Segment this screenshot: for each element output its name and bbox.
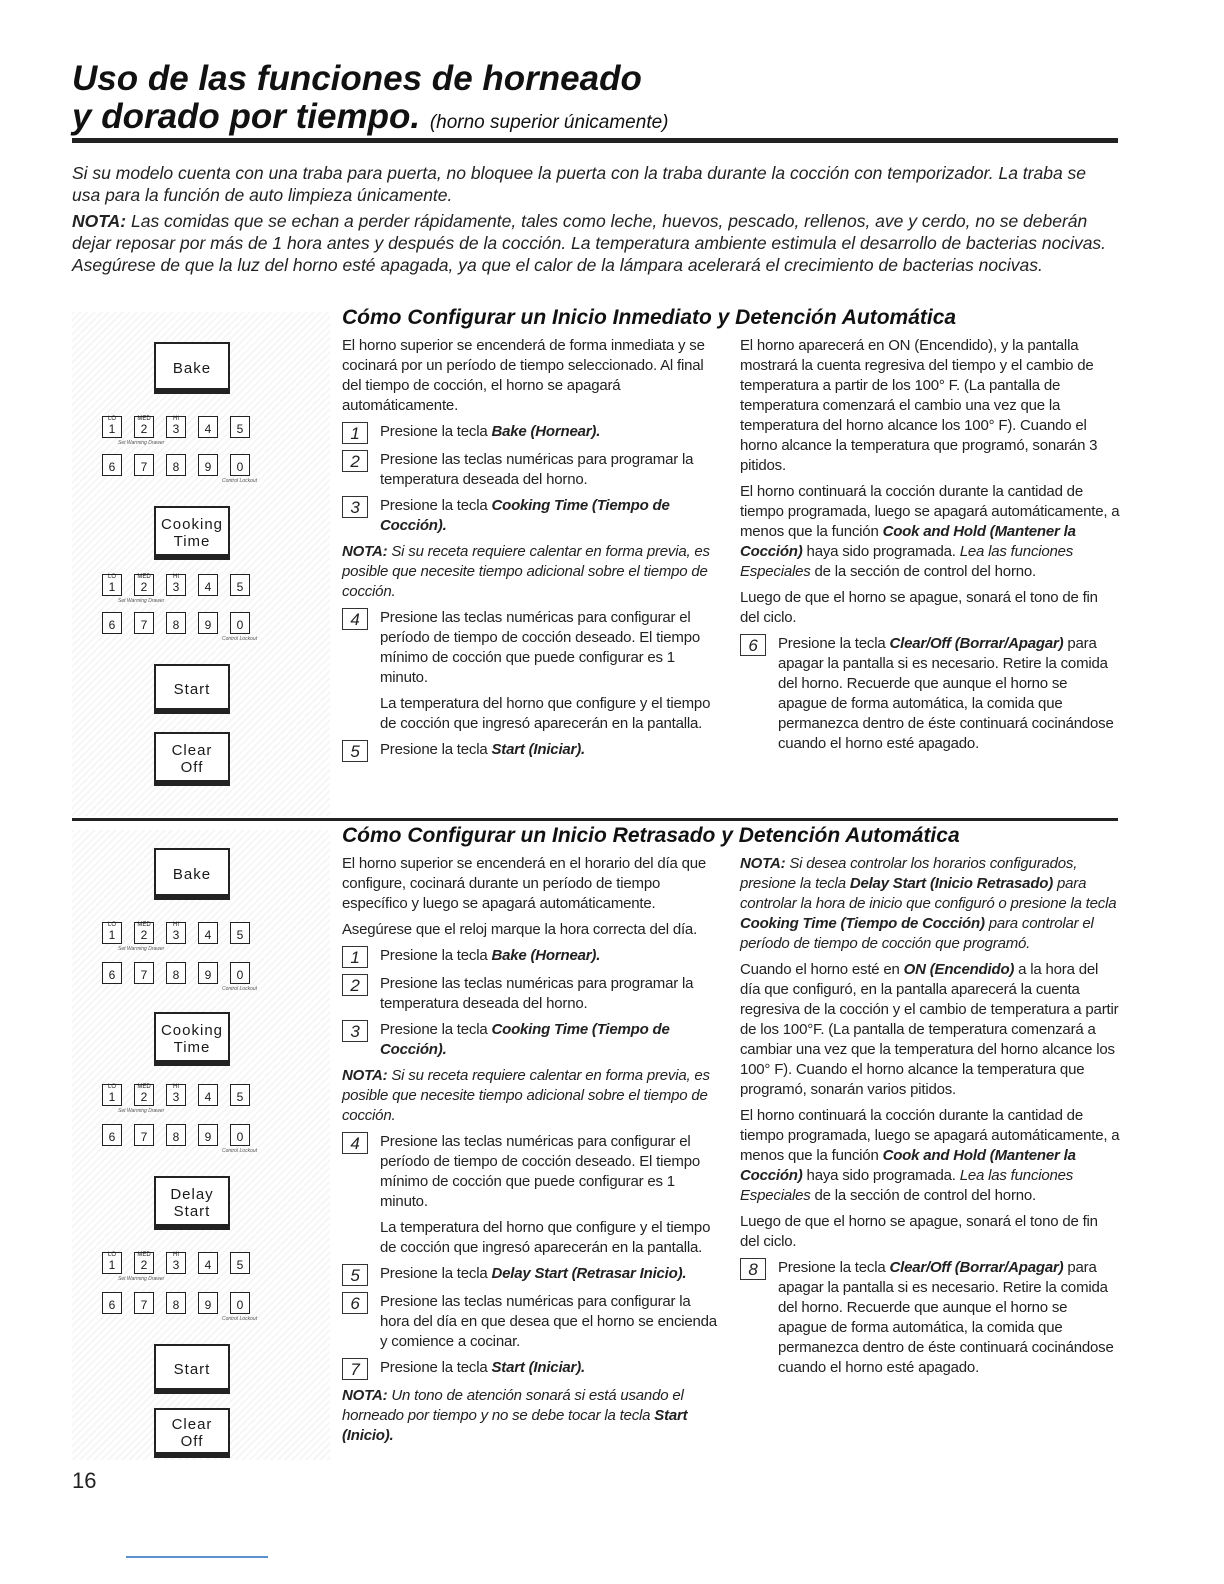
key-0[interactable] [230,1292,250,1314]
step-number: 2 [342,974,368,996]
key-med-label: MED [137,416,151,422]
section2-r1 [740,960,1120,1100]
number-row-a [102,416,250,438]
section1-step5 [342,740,720,762]
r1-key: ON (Encendido) [903,961,1015,978]
key-med-label: MED [137,922,151,928]
key-7-label: 7 [140,460,148,474]
key-2[interactable] [134,416,154,438]
off-label: Off [180,1433,204,1450]
section1-r3: Luego de que el horno se apague, sonará el tono de fin del ciclo. [740,589,1098,626]
step-text: Presione la tecla [380,1359,492,1376]
section1-right-column [740,336,1120,760]
key-hi-label: HI [173,922,179,928]
section2-step8 [740,1258,1120,1378]
section1-step6 [740,634,1120,754]
time-label: Time [173,533,211,550]
r2-text-b: haya sido programada. [802,543,960,560]
key-1-label: 1 [108,1258,116,1272]
key-1-label: 1 [108,1090,116,1104]
key-1[interactable] [102,416,122,438]
key-8-label: 8 [172,460,180,474]
key-9[interactable] [198,1124,218,1146]
number-row-e [102,1252,250,1274]
section1-step4 [342,608,720,688]
step-text: Presione la tecla [380,1265,492,1282]
key-8-label: 8 [172,618,180,632]
key-3[interactable] [166,922,186,944]
number-row-c [102,1084,250,1106]
key-0-label: 0 [236,1130,244,1144]
control-lockout-label: Control Lockout [222,1148,258,1154]
nota-text: Si su receta requiere calentar en forma previa, es posible que necesite tiempo adicional sobre el tiempo de cocción. [342,543,710,600]
key-5[interactable] [230,1084,250,1106]
intro-nota-label: NOTA: [72,211,127,231]
key-6-label: 6 [108,1298,116,1312]
nota-text: Un tono de atención sonará si está usando el horneado por tiempo y no se debe tocar la tecla [342,1387,684,1424]
intro-nota [72,210,1118,276]
step-text: Presione las teclas numéricas para configurar el período de tiempo de cocción deseado. El tiempo mínimo de cocción que puede configurar es 1 minuto. [380,1133,700,1210]
key-3[interactable] [166,416,186,438]
cooking-time-key[interactable] [154,1012,230,1066]
section1-step3 [342,496,720,536]
key-0[interactable] [230,612,250,634]
key-8-label: 8 [172,1298,180,1312]
section1-r2 [740,482,1120,582]
bake-key-label: Bake [172,359,212,377]
step-number: 5 [342,1264,368,1286]
nota-label: NOTA: [342,1067,388,1084]
key-9-label: 9 [204,968,212,982]
section2-heading: Cómo Configurar un Inicio Retrasado y Detención Automática [342,824,960,847]
step-text: Presione las teclas numéricas para programar la temperatura deseada del horno. [380,451,694,488]
section2-r2 [740,1106,1120,1206]
r2-text-b: haya sido programada. [802,1167,960,1184]
section1-heading: Cómo Configurar un Inicio Inmediato y Detención Automática [342,306,957,329]
step-text: Presione la tecla [380,423,492,440]
r2-text-c: de la sección de control del horno. [810,563,1036,580]
key-7[interactable] [134,1292,154,1314]
key-9[interactable] [198,454,218,476]
key-5-label: 5 [236,580,244,594]
key-7[interactable] [134,962,154,984]
key-3-label: 3 [172,580,180,594]
bake-key[interactable] [154,848,230,900]
key-3[interactable] [166,1252,186,1274]
key-6[interactable] [102,454,122,476]
section2-nota [342,1066,720,1126]
key-7[interactable] [134,454,154,476]
step-key: Clear/Off (Borrar/Apagar) [889,1259,1064,1276]
key-2-label: 2 [140,928,148,942]
key-9[interactable] [198,612,218,634]
key-8[interactable] [166,1292,186,1314]
key-5[interactable] [230,922,250,944]
key-0-label: 0 [236,460,244,474]
step-key: Bake (Hornear). [491,947,601,964]
key-4[interactable] [198,574,218,596]
section1-step4-note: La temperatura del horno que configure y el tiempo de cocción que ingresó aparecerán en la pantalla. [380,695,711,732]
section2-step5 [342,1264,720,1286]
step-number: 7 [342,1358,368,1380]
key-med-label: MED [137,574,151,580]
key-0-label: 0 [236,618,244,632]
number-row-a [102,922,250,944]
step-text: Presione la tecla [380,741,492,758]
nota-text: Si desea controlar los horarios configurados, presione la tecla [740,855,1078,892]
key-8[interactable] [166,612,186,634]
title-rule [72,138,1118,143]
key-med-label: MED [137,1084,151,1090]
key-3-label: 3 [172,1258,180,1272]
nota-key: Start (Inicio). [342,1407,688,1444]
key-9-label: 9 [204,1298,212,1312]
start-label: Start [173,680,211,698]
key-2-label: 2 [140,1090,148,1104]
key-6[interactable] [102,962,122,984]
set-warming-label: Set Warming Drawer [118,1276,165,1282]
number-row-d [102,612,250,634]
step-number: 1 [342,422,368,444]
set-warming-label: Set Warming Drawer [118,946,165,952]
key-6[interactable] [102,1292,122,1314]
step-text: Presione las teclas numéricas para programar la temperatura deseada del horno. [380,975,694,1012]
key-2[interactable] [134,922,154,944]
key-8-label: 8 [172,1130,180,1144]
step-key: Start (Iniciar). [491,741,585,758]
step-number: 5 [342,740,368,762]
key-8[interactable] [166,454,186,476]
step-text: Presione las teclas numéricas para configurar la hora del día en que desea que el horno se encienda y comience a cocinar. [380,1293,717,1350]
time-label: Time [173,1039,211,1056]
step-text: Presione la tecla [778,1259,890,1276]
step-text: Presione la tecla [778,635,890,652]
control-lockout-label: Control Lockout [222,478,258,484]
bake-key-label: Bake [172,865,212,883]
key-9[interactable] [198,962,218,984]
control-panel-2 [72,830,330,1460]
key-hi-label: HI [173,1084,179,1090]
section2-r3: Luego de que el horno se apague, sonará el tono de fin del ciclo. [740,1213,1098,1250]
section2-step4 [342,1132,720,1212]
section2-clock: Asegúrese que el reloj marque la hora correcta del día. [342,921,698,938]
number-row-d [102,1124,250,1146]
section2-step4-note: La temperatura del horno que configure y el tiempo de cocción que ingresó aparecerán en la pantalla. [380,1219,711,1256]
section2-step3 [342,1020,720,1060]
section2-intro: El horno superior se encenderá en el horario del día que configure, cocinará durante un período de tiempo específico y luego se apagará automáticamente. [342,855,707,912]
nota-text-b: para controlar la hora de inicio que configuró o presione la tecla [740,875,1117,912]
r2-text: El horno continuará la cocción durante la cantidad de tiempo programada, luego se apagará automáticamente, a menos que la función [740,1107,1120,1164]
section2-step1 [342,946,720,968]
key-0[interactable] [230,454,250,476]
key-2-label: 2 [140,580,148,594]
page-number: 16 [72,1468,97,1493]
key-6-label: 6 [108,618,116,632]
key-2-label: 2 [140,422,148,436]
start-key[interactable] [154,1344,230,1394]
r1-text-b: a la hora del día que configuró, en la pantalla aparecerá la cuenta regresiva de la cocción y el cambio de temperatura a partir de los 100°F. (La pantalla de temperatura comenzará a cambiar una vez que la temperatura del horno alcance los 100° F). Cuando el horno alcance la temperatura que programó, sonarán varios pitidos. [740,961,1119,1098]
key-6[interactable] [102,1124,122,1146]
step-number: 8 [740,1258,766,1280]
key-4[interactable] [198,1084,218,1106]
key-6-label: 6 [108,1130,116,1144]
step-key: Cooking Time (Tiempo de Cocción). [380,1021,670,1058]
off-label: Off [180,759,204,776]
key-7-label: 7 [140,1130,148,1144]
key-3-label: 3 [172,928,180,942]
section2-nota2 [342,1386,720,1446]
key-5[interactable] [230,574,250,596]
clear-off-key[interactable] [154,1408,230,1458]
key-2[interactable] [134,1084,154,1106]
key-hi-label: HI [173,1252,179,1258]
section1-intro: El horno superior se encenderá de forma inmediata y se cocinará por un período de tiempo seleccionado. Al final del tiempo de cocción, el horno se apagará automáticamente. [342,337,705,414]
section2-right-column [740,854,1120,1384]
intro-nota-text: Las comidas que se echan a perder rápidamente, tales como leche, huevos, pescado, rellenos, ave y cerdo, no se deberán dejar reposar por más de 1 hora antes y después de la cocción. La temperatura ambiente estimula el desarrollo de bacterias nocivas. Asegúrese de que la luz del horno esté apagada, ya que el calor de la lámpara acelerará el crecimiento de bacterias nocivas. [72,211,1107,275]
start-key[interactable] [154,664,230,714]
key-9[interactable] [198,1292,218,1314]
step-number: 3 [342,1020,368,1042]
nota-key: Delay Start (Inicio Retrasado) [849,875,1054,892]
step-number: 1 [342,946,368,968]
start-label: Start [173,1360,211,1378]
key-1-label: 1 [108,580,116,594]
step-text: Presione las teclas numéricas para configurar el período de tiempo de cocción deseado. El tiempo mínimo de cocción que puede configurar es 1 minuto. [380,609,700,686]
key-5-label: 5 [236,1258,244,1272]
step-number: 6 [342,1292,368,1314]
r2-text: El horno continuará la cocción durante la cantidad de tiempo programada, luego se apagará automáticamente, a menos que la función [740,483,1120,540]
title-line2-text: y dorado por tiempo. [72,97,421,136]
key-4-label: 4 [204,422,212,436]
key-4[interactable] [198,416,218,438]
key-5-label: 5 [236,928,244,942]
key-6-label: 6 [108,460,116,474]
section1-step2 [342,450,720,490]
delay-start-label: Start [173,1203,211,1220]
clear-off-key[interactable] [154,732,230,786]
key-2[interactable] [134,574,154,596]
key-6-label: 6 [108,968,116,982]
step-number: 4 [342,1132,368,1154]
key-7[interactable] [134,612,154,634]
title-line2 [72,98,669,142]
section1-step1 [342,422,720,444]
key-7-label: 7 [140,1298,148,1312]
key-lo-label: LO [107,922,116,928]
key-1[interactable] [102,922,122,944]
title-subtitle: (horno superior únicamente) [429,112,669,133]
key-0-label: 0 [236,1298,244,1312]
section2-left-column [342,854,720,1452]
section-divider [72,818,1118,821]
key-7-label: 7 [140,968,148,982]
key-6[interactable] [102,612,122,634]
key-7-label: 7 [140,618,148,632]
key-4-label: 4 [204,1090,212,1104]
key-4[interactable] [198,1252,218,1274]
key-0[interactable] [230,962,250,984]
section2-step7 [342,1358,720,1380]
footer-line [126,1556,268,1558]
bake-key[interactable] [154,342,230,394]
key-4-label: 4 [204,580,212,594]
key-5[interactable] [230,416,250,438]
step-text-post: para apagar la pantalla si es necesario. Retire la comida del horno. Recuerde que aunque el horno se apague de forma automática, la comida que permanezca dentro de éste continuará cocinándose cuando el horno esté apagado. [778,1259,1114,1376]
control-lockout-label: Control Lockout [222,636,258,642]
nota-text-c: para controlar el período de tiempo de cocción que programó. [740,915,1094,952]
number-row-f [102,1292,250,1314]
key-5-label: 5 [236,1090,244,1104]
step-number: 4 [342,608,368,630]
key-9-label: 9 [204,460,212,474]
step-text-post: para apagar la pantalla si es necesario. Retire la comida del horno. Recuerde que aunque el horno se apague de forma automática, la comida que permanezca dentro de éste continuará cocinándose cuando el horno esté apagado. [778,635,1114,752]
clear-label: Clear [171,1416,213,1433]
nota-label: NOTA: [342,1387,388,1404]
delay-label: Delay [170,1186,214,1203]
key-1-label: 1 [108,928,116,942]
key-4-label: 4 [204,928,212,942]
key-lo-label: LO [107,1084,116,1090]
key-9-label: 9 [204,618,212,632]
step-key: Start (Iniciar). [491,1359,585,1376]
section2-right-nota [740,854,1120,954]
key-5-label: 5 [236,422,244,436]
r2-italic: Lea las funciones Especiales [740,1167,1074,1204]
section1-nota [342,542,720,602]
nota-text: Si su receta requiere calentar en forma previa, es posible que necesite tiempo adicional sobre el tiempo de cocción. [342,1067,710,1124]
number-row-b [102,962,250,984]
key-1[interactable] [102,574,122,596]
key-lo-label: LO [107,416,116,422]
control-panel-1 [72,312,330,816]
step-key: Delay Start (Retrasar Inicio). [491,1265,687,1282]
control-lockout-label: Control Lockout [222,986,258,992]
nota-key-2: Cooking Time (Tiempo de Cocción) [740,915,985,932]
key-4-label: 4 [204,1258,212,1272]
intro-lock-note: Si su modelo cuenta con una traba para puerta, no bloquee la puerta con la traba durante la cocción con temporizador. La traba se usa para la función de auto limpieza únicamente. [72,163,1087,205]
section1-left-column [342,336,720,768]
control-lockout-label: Control Lockout [222,1316,258,1322]
step-text: Presione la tecla [380,497,492,514]
key-3-label: 3 [172,1090,180,1104]
step-text: Presione la tecla [380,1021,492,1038]
key-hi-label: HI [173,416,179,422]
key-2-label: 2 [140,1258,148,1272]
set-warming-label: Set Warming Drawer [118,598,165,604]
step-number: 2 [342,450,368,472]
key-4[interactable] [198,922,218,944]
key-7[interactable] [134,1124,154,1146]
key-1[interactable] [102,1252,122,1274]
key-hi-label: HI [173,574,179,580]
step-text: Presione la tecla [380,947,492,964]
key-3-label: 3 [172,422,180,436]
key-8[interactable] [166,962,186,984]
key-1[interactable] [102,1084,122,1106]
key-3[interactable] [166,574,186,596]
step-key: Bake (Hornear). [491,423,601,440]
set-warming-label: Set Warming Drawer [118,1108,165,1114]
title-line1: Uso de las funciones de horneado [72,59,642,98]
step-key: Clear/Off (Borrar/Apagar) [889,635,1064,652]
cooking-label: Cooking [160,1022,224,1039]
delay-start-key[interactable] [154,1176,230,1230]
r2-key: Cook and Hold (Mantener la Cocción) [740,1147,1076,1184]
cooking-label: Cooking [160,516,224,533]
r2-text-c: de la sección de control del horno. [810,1187,1036,1204]
step-key: Cooking Time (Tiempo de Cocción). [380,497,670,534]
page-title [72,60,669,142]
key-2[interactable] [134,1252,154,1274]
key-8[interactable] [166,1124,186,1146]
step-number: 6 [740,634,766,656]
r2-italic: Lea las funciones Especiales [740,543,1074,580]
key-lo-label: LO [107,574,116,580]
nota-label: NOTA: [342,543,388,560]
number-row-b [102,454,250,476]
key-med-label: MED [137,1252,151,1258]
section2-step6 [342,1292,720,1352]
step-number: 3 [342,496,368,518]
key-lo-label: LO [107,1252,116,1258]
key-8-label: 8 [172,968,180,982]
key-3[interactable] [166,1084,186,1106]
key-0-label: 0 [236,968,244,982]
number-row-c [102,574,250,596]
key-9-label: 9 [204,1130,212,1144]
key-0[interactable] [230,1124,250,1146]
key-1-label: 1 [108,422,116,436]
r2-key: Cook and Hold (Mantener la Cocción) [740,523,1076,560]
cooking-time-key[interactable] [154,506,230,560]
section2-step2 [342,974,720,1014]
set-warming-label: Set Warming Drawer [118,440,165,446]
section1-r1: El horno aparecerá en ON (Encendido), y la pantalla mostrará la cuenta regresiva del tiempo y el cambio de temperatura a partir de los 100° F. (La pantalla de temperatura comenzará el cambio una vez que la temperatura del horno alcance los 100° F). Cuando el horno alcance la temperatura que programó, sonarán 3 pitidos. [740,337,1098,474]
nota-label: NOTA: [740,855,786,872]
key-5[interactable] [230,1252,250,1274]
r1-text: Cuando el horno esté en [740,961,904,978]
clear-label: Clear [171,742,213,759]
